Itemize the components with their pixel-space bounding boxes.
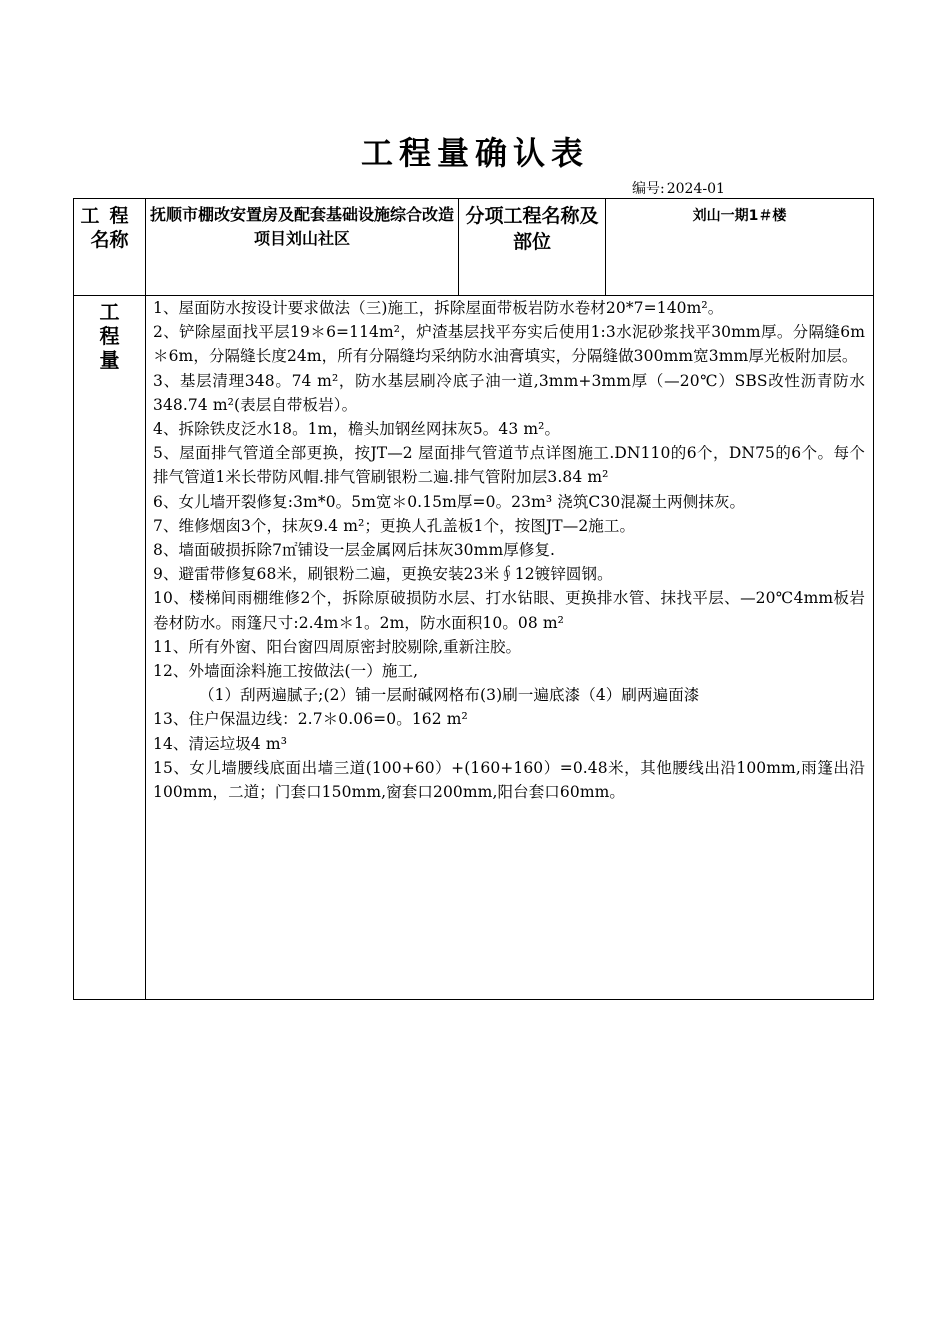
quantity-item: 6、女儿墙开裂修复:3m*0。5m宽＊0.15m厚=0。23m³ 浇筑C30混凝土两侧抹灰。 <box>153 492 746 511</box>
quantity-item: 2、铲除屋面找平层19＊6=114m²，炉渣基层找平夯实后使用1:3水泥砂浆找平30mm厚。分隔缝6m＊6m，分隔缝长度24m，所有分隔缝均采纳防水油膏填实，分隔缝做300mm宽3mm厚光板附加层。 <box>153 323 865 366</box>
quantity-item: 1、屋面防水按设计要求做法（三)施工，拆除屋面带板岩防水卷材20*7=140m²。 <box>153 299 724 317</box>
quantity-content <box>146 296 874 1000</box>
quantity-label-char: 程 <box>99 324 120 348</box>
quantity-item: 3、基层清理348。74 m²，防水基层刷冷底子油一道,3mm+3mm厚（—20℃）SBS改性沥青防水348.74 m²(表层自带板岩）。 <box>153 371 865 414</box>
quantity-subitem: （1）刮两遍腻子;(2）铺一层耐碱网格布(3)刷一遍底漆（4）刷两遍面漆 <box>199 686 700 705</box>
quantity-row <box>74 296 874 1000</box>
quantity-item: 15、女儿墙腰线底面出墙三道(100+60）+(160+160）=0.48米，其他腰线出沿100mm,雨篷出沿100mm，二道；门套口150mm,窗套口200mm,阳台套口60mm。 <box>153 758 865 802</box>
quantity-item: 11、所有外窗、阳台窗四周原密封胶剔除,重新注胶。 <box>153 637 522 656</box>
quantity-item: 9、避雷带修复68米，刷银粉二遍，更换安装23米∮12镀锌圆钢。 <box>153 565 613 584</box>
quantity-label-char: 工 <box>99 300 120 324</box>
quantity-item: 12、外墙面涂料施工按做法(一）施工, <box>153 662 419 681</box>
project-name: 抚顺市棚改安置房及配套基础设施综合改造项目刘山社区 <box>146 199 459 296</box>
serial-number <box>632 178 727 198</box>
serial-value: 2024-01 <box>666 181 725 197</box>
project-label-line2: 名称 <box>90 229 129 251</box>
serial-label: 编号: <box>632 181 665 197</box>
sub-project-value: 刘山一期1＃楼 <box>606 199 874 296</box>
quantity-item: 4、拆除铁皮泛水18。1m，檐头加钢丝网抹灰5。43 m²。 <box>153 420 561 439</box>
sub-project-label: 分项工程名称及部位 <box>459 199 606 296</box>
quantity-item: 8、墙面破损拆除7㎡铺设一层金属网后抹灰30mm厚修复. <box>153 541 556 560</box>
confirmation-table <box>73 198 874 1000</box>
quantity-item: 10、楼梯间雨棚维修2个，拆除原破损防水层、打水钻眼、更换排水管、抹找平层、—20℃4mm板岩卷材防水。雨篷尺寸:2.4m＊1。2m，防水面积10。08 m² <box>153 589 865 632</box>
quantity-item: 13、住户保温边线：2.7＊0.06=0。162 m² <box>153 710 468 729</box>
quantity-label-cell <box>74 296 146 1000</box>
project-label-cell <box>74 199 146 296</box>
quantity-item: 14、清运垃圾4 m³ <box>153 734 288 753</box>
page-title: 工程量确认表 <box>360 134 589 172</box>
project-label-line1: 工程 <box>80 205 139 227</box>
quantity-item: 7、维修烟囱3个，抹灰9.4 m²；更换人孔盖板1个，按图JT—2施工。 <box>153 516 636 535</box>
quantity-item: 5、屋面排气管道全部更换，按JT—2 屋面排气管道节点详图施工.DN110的6个，DN75的6个。每个排气管道1米长带防风帽.排气管刷银粉二遍.排气管附加层3.84 m² <box>153 444 865 487</box>
header-row <box>74 199 874 296</box>
quantity-label-char: 量 <box>99 348 120 372</box>
